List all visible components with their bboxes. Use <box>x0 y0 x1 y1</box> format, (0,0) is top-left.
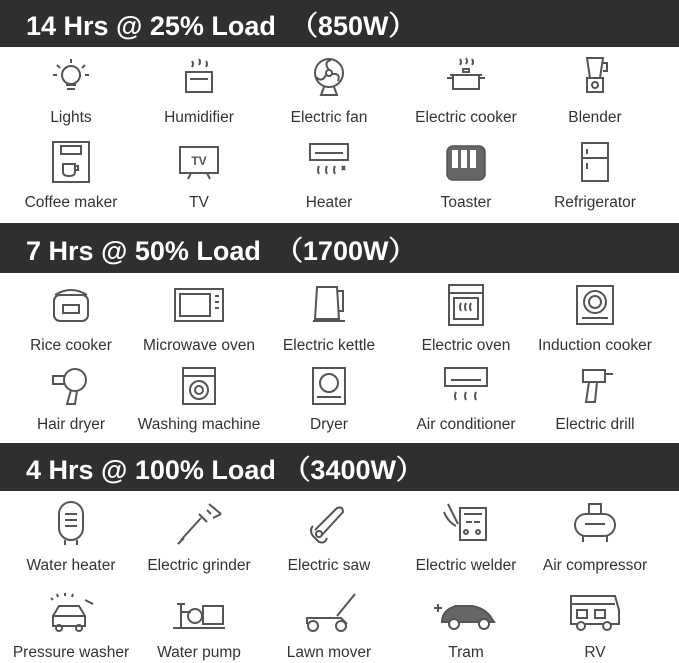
appliance-label: Air conditioner <box>416 416 516 433</box>
appliance-item-blender <box>527 55 663 126</box>
fan-icon <box>307 55 351 99</box>
appliance-item-pressure-washer <box>3 590 139 661</box>
appliance-item-refrigerator <box>527 140 663 211</box>
appliance-item-hair-dryer <box>3 366 139 433</box>
oven-icon <box>444 283 488 327</box>
appliance-item-rice-cooker <box>3 283 139 354</box>
microwave-icon <box>173 283 225 327</box>
appliance-item-toaster <box>398 140 534 211</box>
appliance-item-water-heater <box>3 500 139 574</box>
appliance-item-air-compressor <box>527 500 663 574</box>
appliance-label: Electric saw <box>287 557 371 574</box>
appliance-item-rv <box>527 590 663 661</box>
air-compressor-icon <box>569 500 621 548</box>
appliance-item-electric-cooker <box>398 55 534 126</box>
tv-icon <box>177 140 221 184</box>
appliance-item-lights <box>3 55 139 126</box>
drill-icon <box>573 366 617 406</box>
appliance-label: Air compressor <box>542 557 648 574</box>
section-header-50-load: 7 Hrs @ 50% Load （1700W） <box>0 223 679 273</box>
water-heater-icon <box>49 500 93 548</box>
appliance-label: Electric fan <box>290 109 368 126</box>
appliance-item-water-pump <box>131 590 267 661</box>
chainsaw-icon <box>305 500 353 548</box>
appliance-label: Refrigerator <box>554 194 636 211</box>
appliance-item-electric-fan <box>261 55 397 126</box>
appliance-item-electric-grinder <box>131 500 267 574</box>
welder-icon <box>440 500 492 548</box>
coffee-maker-icon <box>49 140 93 184</box>
appliance-label: Blender <box>568 109 622 126</box>
appliance-label: Humidifier <box>164 109 234 126</box>
appliance-label: Water heater <box>26 557 116 574</box>
appliance-item-lawn-mover <box>261 590 397 661</box>
svg-text:TV: TV <box>191 154 207 168</box>
appliance-label: Rice cooker <box>30 337 112 354</box>
appliance-label: Microwave oven <box>143 337 255 354</box>
appliance-label: Electric welder <box>415 557 517 574</box>
appliance-label: Electric oven <box>421 337 511 354</box>
appliance-label: Washing machine <box>137 416 261 433</box>
appliance-item-microwave-oven <box>131 283 267 354</box>
appliance-label: Dryer <box>310 416 348 433</box>
light-bulb-icon <box>49 55 93 99</box>
appliance-item-dryer <box>261 366 397 433</box>
appliance-item-electric-drill <box>527 366 663 433</box>
appliance-label: Water pump <box>157 644 241 661</box>
appliance-item-electric-kettle <box>261 283 397 354</box>
rv-icon <box>567 590 623 634</box>
appliance-item-electric-oven <box>398 283 534 354</box>
appliance-label: Electric grinder <box>147 557 251 574</box>
appliance-item-tv <box>131 140 267 211</box>
appliance-label: Hair dryer <box>36 416 106 433</box>
toaster-icon <box>444 140 488 184</box>
appliance-item-electric-welder <box>398 500 534 574</box>
heater-icon <box>307 140 351 184</box>
appliance-item-air-conditioner <box>398 366 534 433</box>
cooking-pot-icon <box>444 55 488 99</box>
induction-cooker-icon <box>573 283 617 327</box>
electric-car-icon <box>432 590 500 634</box>
appliance-item-heater <box>261 140 397 211</box>
appliance-item-tram <box>398 590 534 661</box>
appliance-label: Electric drill <box>555 416 635 433</box>
washing-machine-icon <box>179 366 219 406</box>
appliance-item-induction-cooker <box>527 283 663 354</box>
appliance-label: Electric kettle <box>282 337 376 354</box>
grinder-icon <box>173 500 225 548</box>
appliance-item-washing-machine <box>131 366 267 433</box>
appliance-label: RV <box>584 644 606 661</box>
appliance-label: Lawn mover <box>286 644 372 661</box>
appliance-item-electric-saw <box>261 500 397 574</box>
appliance-label: Electric cooker <box>415 109 517 126</box>
appliance-item-humidifier <box>131 55 267 126</box>
appliance-label: Induction cooker <box>538 337 652 354</box>
appliance-label: Coffee maker <box>24 194 118 211</box>
appliance-label: Lights <box>50 109 92 126</box>
appliance-label: Pressure washer <box>12 644 130 661</box>
appliance-label: Heater <box>305 194 353 211</box>
section-header-100-load: 4 Hrs @ 100% Load （3400W） <box>0 443 679 491</box>
blender-icon <box>573 55 617 99</box>
appliance-label: TV <box>189 194 209 211</box>
refrigerator-icon <box>573 140 617 184</box>
section-header-25-load: 14 Hrs @ 25% Load （850W） <box>0 0 679 47</box>
lawn-mower-icon <box>299 590 359 634</box>
appliance-label: Toaster <box>440 194 492 211</box>
dryer-icon <box>309 366 349 406</box>
appliance-label: Tram <box>448 644 484 661</box>
hair-dryer-icon <box>49 366 93 406</box>
rice-cooker-icon <box>49 283 93 327</box>
pressure-washer-icon <box>45 590 97 634</box>
kettle-icon <box>307 283 351 327</box>
appliance-item-coffee-maker <box>3 140 139 211</box>
air-conditioner-icon <box>442 366 490 406</box>
water-pump-icon <box>171 590 227 634</box>
humidifier-icon <box>177 55 221 99</box>
